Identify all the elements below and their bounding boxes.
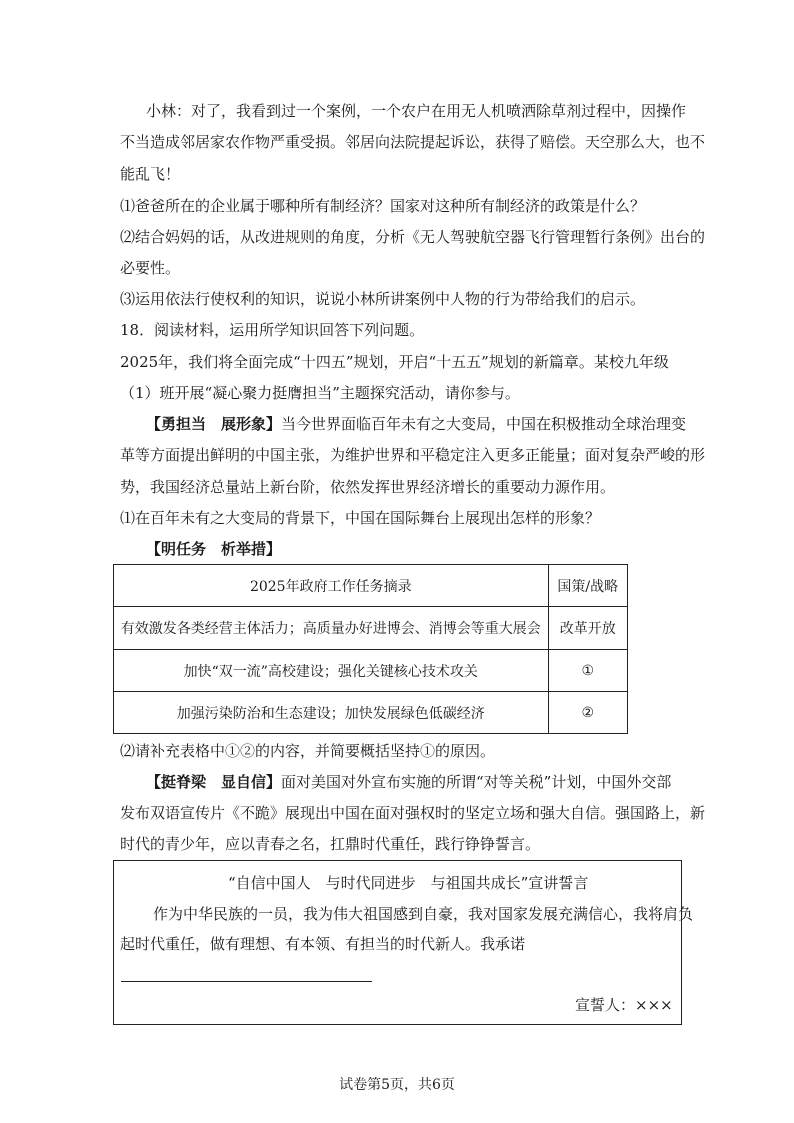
q18-heading: 18．阅读材料，运用所学知识回答下列问题。 bbox=[120, 321, 425, 339]
table-cell: ① bbox=[548, 650, 627, 692]
q18-context-line-1: 2025年，我们将全面完成“十四五”规划，开启“十五五”规划的新篇章。某校九年级 bbox=[120, 353, 669, 371]
q17-subquestion-2-line-2: 必要性。 bbox=[120, 259, 181, 277]
pledge-answer-line bbox=[121, 981, 372, 982]
section3-paragraph-line-3: 时代的青少年，应以青春之名，扛鼎时代重任，践行铮铮誓言。 bbox=[120, 835, 541, 853]
pledge-signer: 宣誓人：××× bbox=[575, 996, 673, 1014]
table-row bbox=[114, 607, 628, 650]
pledge-text-line-1: 作为中华民族的一员，我为伟大祖国感到自豪，我对国家发展充满信心，我将肩负 bbox=[153, 905, 694, 923]
pledge-title: “自信中国人 与时代同进步 与祖国共成长”宣讲誓言 bbox=[228, 874, 589, 892]
table-cell: ② bbox=[548, 692, 627, 734]
section1-paragraph-line-3: 势，我国经济总量站上新台阶，依然发挥世界经济增长的重要动力源作用。 bbox=[120, 478, 616, 496]
q18-context-line-2: （1）班开展“凝心聚力挺膺担当”主题探究活动，请你参与。 bbox=[120, 384, 520, 402]
section3-title: 【挺脊梁 显自信】 bbox=[146, 773, 282, 791]
table-header-cell: 2025年政府工作任务摘录 bbox=[114, 565, 549, 607]
page-number: 试卷第5页，共6页 bbox=[339, 1077, 455, 1093]
table-row bbox=[114, 692, 628, 734]
section2-title: 【明任务 析举措】 bbox=[146, 540, 282, 558]
table-header-row bbox=[114, 565, 628, 607]
table-header-cell: 国策/战略 bbox=[548, 565, 627, 607]
government-task-table bbox=[113, 564, 628, 734]
table-cell: 改革开放 bbox=[548, 607, 627, 650]
section1-text: 当今世界面临百年未有之大变局，中国在积极推动全球治理变 bbox=[281, 415, 687, 433]
section1-paragraph-line-2: 革等方面提出鲜明的中国主张，为维护世界和平稳定注入更多正能量；面对复杂严峻的形 bbox=[120, 446, 706, 464]
table-cell: 加快“双一流”高校建设；强化关键核心技术攻关 bbox=[114, 650, 549, 692]
q17-subquestion-1: ⑴爸爸所在的企业属于哪种所有制经济？国家对这种所有制经济的政策是什么？ bbox=[120, 197, 646, 215]
table-cell: 加强污染防治和生态建设；加快发展绿色低碳经济 bbox=[114, 692, 549, 734]
intro-line-1: 小林：对了，我看到过一个案例，一个农户在用无人机喷洒除草剂过程中，因操作 bbox=[146, 102, 687, 120]
intro-line-2: 不当造成邻居家农作物严重受损。邻居向法院提起诉讼，获得了赔偿。天空那么大，也不 bbox=[120, 133, 706, 151]
table-row bbox=[114, 650, 628, 692]
table-cell: 有效激发各类经营主体活力；高质量办好进博会、消博会等重大展会 bbox=[114, 607, 549, 650]
section3-paragraph-line-1 bbox=[146, 772, 671, 792]
pledge-text-line-2: 起时代重任，做有理想、有本领、有担当的时代新人。我承诺 bbox=[120, 935, 526, 953]
section1-title: 【勇担当 展形象】 bbox=[146, 415, 282, 433]
q17-subquestion-3: ⑶运用依法行使权利的知识，说说小林所讲案例中人物的行为带给我们的启示。 bbox=[120, 290, 646, 308]
section1-paragraph-line-1 bbox=[146, 414, 686, 434]
section1-question: ⑴在百年未有之大变局的背景下，中国在国际舞台上展现出怎样的形象？ bbox=[120, 509, 601, 527]
section3-paragraph-line-2: 发布双语宣传片《不跪》展现出中国在面对强权时的坚定立场和强大自信。强国路上，新 bbox=[120, 804, 706, 822]
q17-subquestion-2-line-1: ⑵结合妈妈的话，从改进规则的角度，分析《无人驾驶航空器飞行管理暂行条例》出台的 bbox=[120, 228, 706, 246]
section2-question: ⑵请补充表格中①②的内容，并简要概括坚持①的原因。 bbox=[120, 742, 496, 760]
section3-text: 面对美国对外宣布实施的所谓“对等关税”计划，中国外交部 bbox=[281, 773, 672, 791]
intro-line-3: 能乱飞！ bbox=[120, 165, 181, 183]
